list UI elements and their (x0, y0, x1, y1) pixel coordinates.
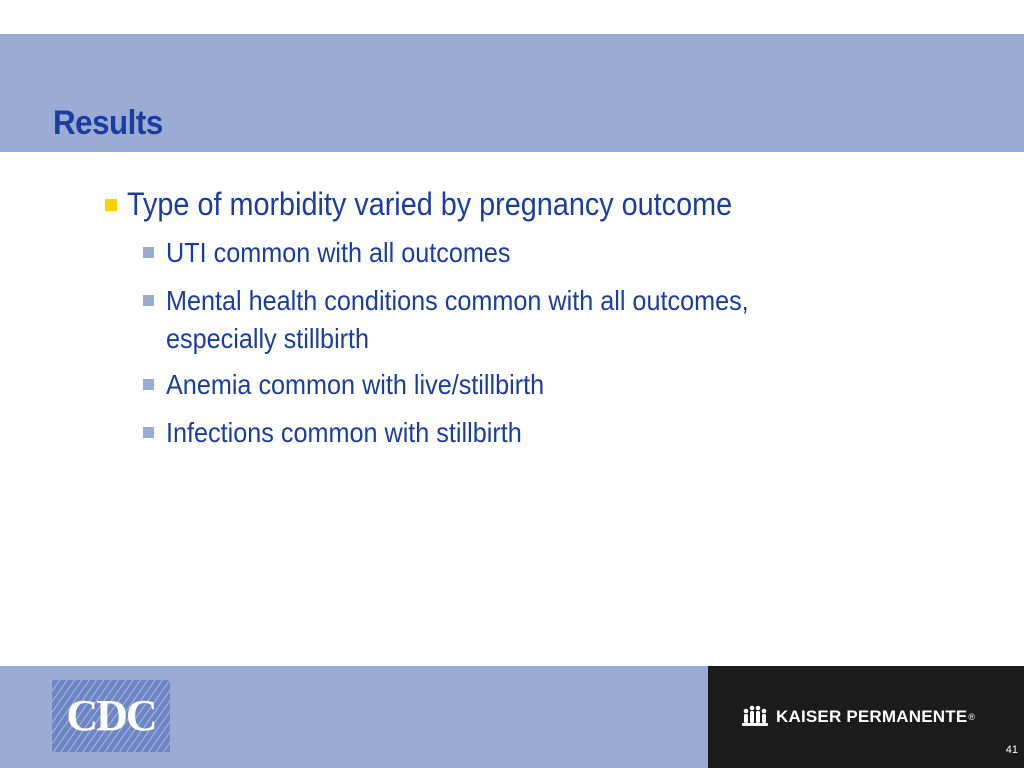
bullet-level1 (105, 184, 799, 224)
square-bullet-icon (143, 379, 154, 390)
square-bullet-icon (143, 427, 154, 438)
cdc-logo-icon (52, 680, 170, 752)
yellow-square-bullet-icon (105, 199, 117, 211)
sub-bullet-uti (143, 234, 886, 272)
sub-bullet-text: Anemia common with live/stillbirth (166, 369, 545, 400)
page-number: 41 (1005, 744, 1018, 756)
sub-bullet-text: UTI common with all outcomes (166, 237, 511, 268)
bullet-text: Type of morbidity varied by pregnancy outcome (127, 186, 733, 222)
kaiser-permanente-figures-icon (740, 704, 770, 730)
sub-bullet-text: Infections common with stillbirth (166, 417, 522, 448)
sub-bullet-anemia (143, 366, 886, 404)
registered-mark-icon: ® (968, 712, 976, 722)
sub-bullet-text: Mental health conditions common with all outcomes, especially stillbirth (166, 285, 749, 354)
slide-title: Results (53, 104, 163, 142)
square-bullet-icon (143, 295, 154, 306)
kaiser-permanente-logo (740, 704, 975, 730)
kaiser-permanente-text: KAISER PERMANENTE (776, 707, 968, 726)
square-bullet-icon (143, 247, 154, 258)
sub-bullet-infections (143, 414, 886, 452)
sub-bullet-mental-health (143, 282, 886, 358)
svg-text:CDC: CDC (66, 691, 156, 740)
